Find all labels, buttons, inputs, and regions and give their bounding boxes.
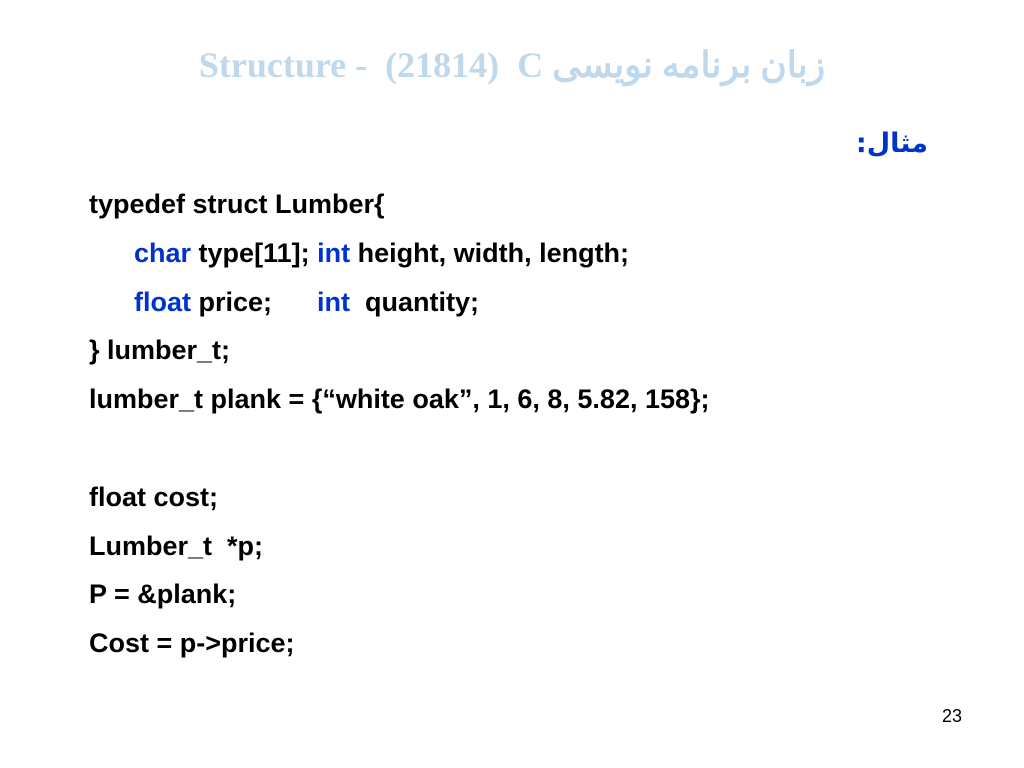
- example-label: مثال:: [855, 128, 928, 159]
- code-line-8: Lumber_t *p;: [89, 530, 264, 561]
- code-line-3: [89, 278, 710, 327]
- keyword-int: int: [317, 286, 351, 317]
- page-number: 23: [941, 706, 962, 726]
- code-line-blank: [89, 424, 710, 473]
- code-text: quantity;: [350, 286, 480, 317]
- code-text: height, width, length;: [350, 237, 630, 268]
- code-line-5: lumber_t plank = {“white oak”, 1, 6, 8, 5.82, 158};: [89, 384, 710, 415]
- code-line-7: float cost;: [89, 481, 219, 512]
- code-line-2: [89, 229, 710, 278]
- code-line-9: P = &plank;: [89, 579, 237, 610]
- slide-title: Structure - (21814) C زبان برنامه نویسی: [198, 45, 826, 85]
- code-line-4: } lumber_t;: [89, 335, 231, 366]
- code-line-10: Cost = p->price;: [89, 628, 295, 659]
- code-text: price;: [191, 286, 318, 317]
- code-line-1: typedef struct Lumber{: [89, 189, 385, 219]
- keyword-float: float: [134, 286, 191, 317]
- code-text: type[11];: [191, 237, 318, 268]
- keyword-char: char: [134, 237, 192, 268]
- code-block: [89, 180, 710, 668]
- keyword-int: int: [317, 237, 351, 268]
